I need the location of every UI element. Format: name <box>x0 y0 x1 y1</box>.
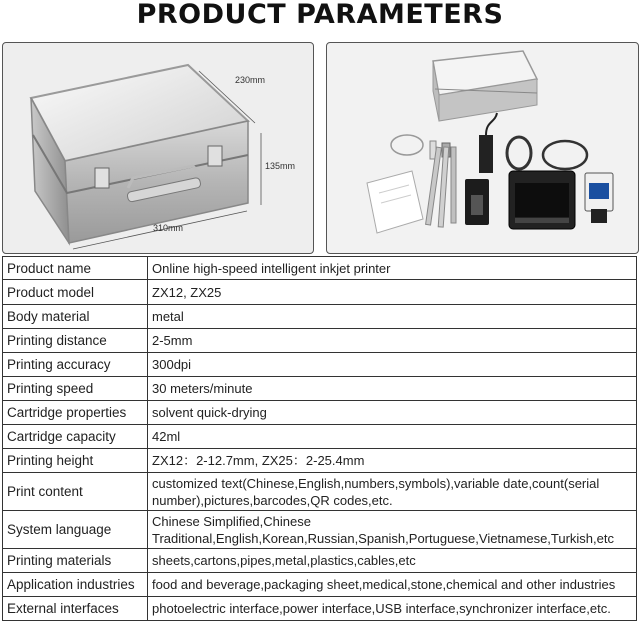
table-row <box>3 573 637 597</box>
table-row <box>3 473 637 511</box>
param-value: photoelectric interface,power interface,USB interface,synchronizer interface,etc. <box>148 597 637 621</box>
param-label: Cartridge properties <box>3 401 148 425</box>
param-value: sheets,cartons,pipes,metal,plastics,cables,etc <box>148 549 637 573</box>
param-label: Product name <box>3 257 148 280</box>
kit-contents-photo-panel <box>326 42 639 254</box>
case-photo-panel <box>2 42 314 254</box>
param-value: 42ml <box>148 425 637 449</box>
param-value: customized text(Chinese,English,numbers,symbols),variable date,count(serial number),pictures,barcodes,QR codes,etc. <box>148 473 637 511</box>
case-depth-label: 230mm <box>235 75 266 85</box>
page-title: PRODUCT PARAMETERS <box>136 0 504 30</box>
table-row <box>3 511 637 549</box>
param-label: Application industries <box>3 573 148 597</box>
aluminum-case-illustration <box>3 43 313 253</box>
param-label: Printing height <box>3 449 148 473</box>
param-label: System language <box>3 511 148 549</box>
param-label: Printing speed <box>3 377 148 401</box>
param-value: Chinese Simplified,Chinese Traditional,English,Korean,Russian,Spanish,Portuguese,Vietnamese,Turkish,etc <box>148 511 637 549</box>
param-value: food and beverage,packaging sheet,medical,stone,chemical and other industries <box>148 573 637 597</box>
param-label: Print content <box>3 473 148 511</box>
printer-kit-illustration <box>327 43 638 253</box>
table-row <box>3 257 637 280</box>
param-label: Body material <box>3 305 148 329</box>
case-height-label: 135mm <box>265 161 296 171</box>
table-row <box>3 377 637 401</box>
param-value: metal <box>148 305 637 329</box>
table-row <box>3 597 637 621</box>
table-row <box>3 280 637 305</box>
param-label: External interfaces <box>3 597 148 621</box>
param-label: Printing materials <box>3 549 148 573</box>
case-width-label: 310mm <box>153 223 184 233</box>
table-row <box>3 329 637 353</box>
table-row <box>3 549 637 573</box>
param-label: Cartridge capacity <box>3 425 148 449</box>
table-row <box>3 425 637 449</box>
param-value: solvent quick-drying <box>148 401 637 425</box>
param-value: 300dpi <box>148 353 637 377</box>
table-row <box>3 401 637 425</box>
param-value: ZX12, ZX25 <box>148 280 637 305</box>
param-value: Online high-speed intelligent inkjet printer <box>148 257 637 280</box>
param-label: Printing accuracy <box>3 353 148 377</box>
param-label: Printing distance <box>3 329 148 353</box>
param-label: Product model <box>3 280 148 305</box>
param-value: 30 meters/minute <box>148 377 637 401</box>
parameters-table <box>2 256 637 621</box>
table-row <box>3 449 637 473</box>
param-value: 2-5mm <box>148 329 637 353</box>
table-row <box>3 305 637 329</box>
table-row <box>3 353 637 377</box>
param-value: ZX12：2-12.7mm, ZX25：2-25.4mm <box>148 449 637 473</box>
